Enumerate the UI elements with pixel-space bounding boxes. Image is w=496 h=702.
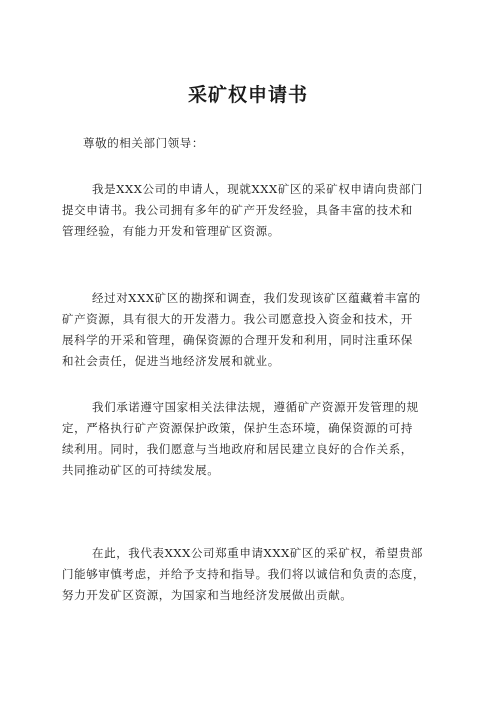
paragraph-line: 定，严格执行矿产资源保护政策，保护生态环境，确保资源的可持	[62, 421, 413, 435]
paragraph-line: 矿产资源，具有很大的开发潜力。我公司愿意投入资金和技术，开	[62, 312, 413, 326]
paragraph-line: 门能够审慎考虑，并给予支持和指导。我们将以诚信和负责的态度，	[62, 567, 425, 581]
paragraph-line: 展科学的开采和管理，确保资源的合理开发和利用，同时注重环保	[62, 333, 413, 347]
paragraph-4	[62, 543, 425, 606]
paragraph-line: 努力开发矿区资源，为国家和当地经济发展做出贡献。	[62, 588, 353, 602]
paragraph-line: 共同推动矿区的可持续发展。	[62, 463, 220, 477]
paragraph-line: 续利用。同时，我们愿意与当地政府和居民建立良好的合作关系，	[62, 442, 413, 456]
paragraph-3	[62, 397, 419, 481]
paragraph-1	[62, 179, 423, 242]
salutation: 尊敬的相关部门领导：	[83, 136, 204, 150]
paragraph-line: 经过对XXX矿区的勘探和调查，我们发现该矿区蕴藏着丰富的	[92, 291, 421, 305]
paragraph-line: 和社会责任，促进当地经济发展和就业。	[62, 354, 280, 368]
paragraph-line: 管理经验，有能力开发和管理矿区资源。	[62, 224, 280, 238]
document-title: 采矿权申请书	[187, 84, 308, 106]
paragraph-line: 提交申请书。我公司拥有多年的矿产开发经验，具备丰富的技术和	[62, 203, 413, 217]
paragraph-line: 我们承诺遵守国家相关法律法规，遵循矿产资源开发管理的规	[92, 400, 419, 414]
paragraph-2	[62, 288, 421, 372]
paragraph-line: 我是XXX公司的申请人，现就XXX矿区的采矿权申请向贵部门	[92, 182, 424, 196]
paragraph-line: 在此，我代表XXX公司郑重申请XXX矿区的采矿权，希望贵部	[92, 546, 424, 560]
